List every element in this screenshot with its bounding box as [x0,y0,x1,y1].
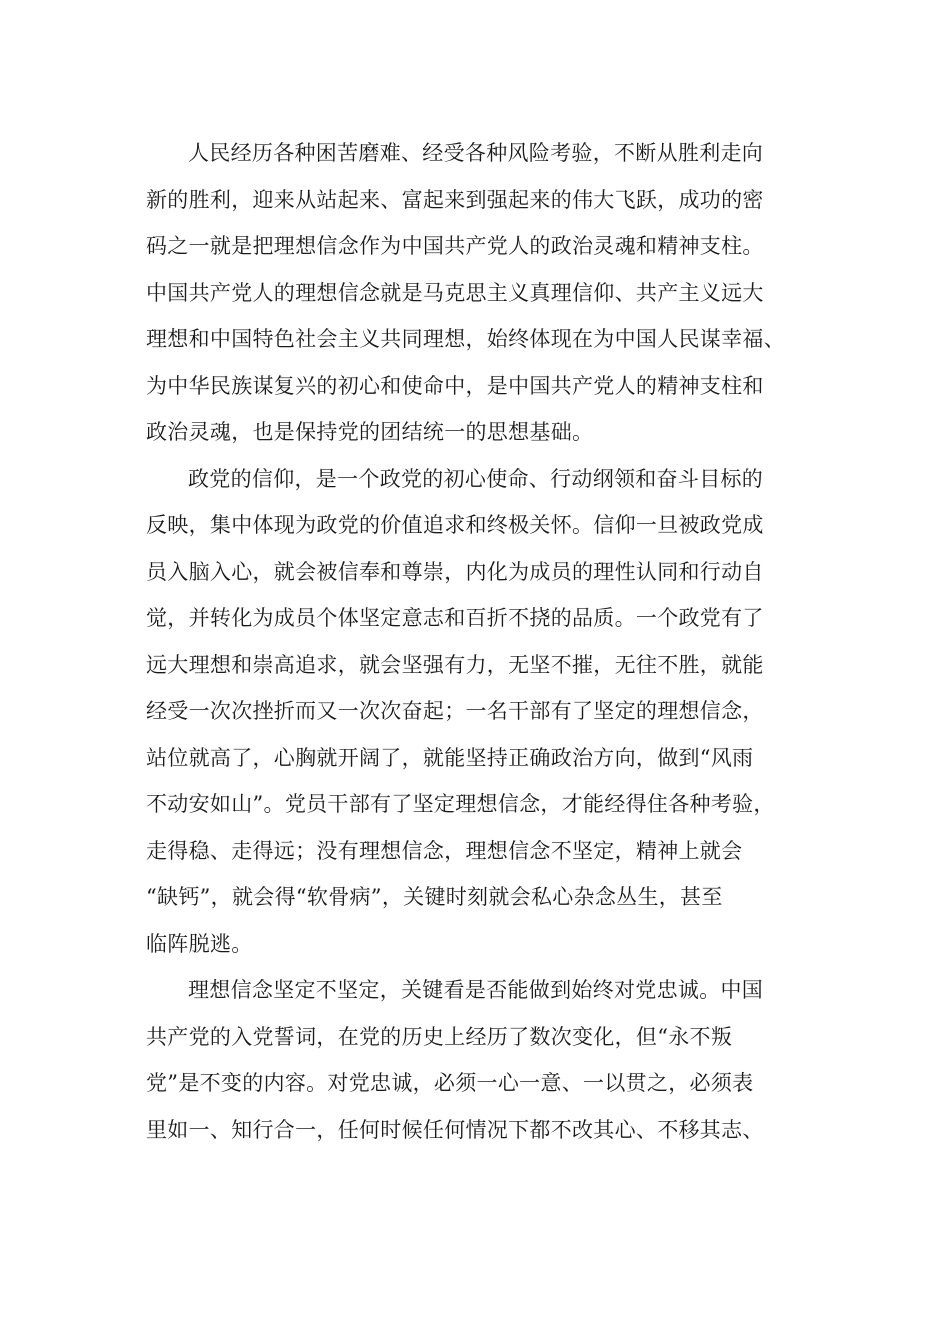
text-line: 理想和中国特色社会主义共同理想，始终体现在为中国人民谋幸福、 [146,327,785,351]
text-line: 为中华民族谋复兴的初心和使命中，是中国共产党人的精神支柱和 [146,373,764,398]
text-line: 政党的信仰，是一个政党的初心使命、行动纲领和奋斗目标的 [188,466,764,491]
text-line: 政治灵魂，也是保持党的团结统一的思想基础。 [146,420,594,444]
text-line: 共产党的入党誓词，在党的历史上经历了数次变化，但“永不叛 [146,1024,733,1049]
text-line: 不动安如山”。党员干部有了坚定理想信念，才能经得住各种考验， [146,792,775,816]
text-line: 理想信念坚定不坚定，关键看是否能做到始终对党忠诚。中国 [188,978,764,1002]
paragraph-3 [146,967,810,1153]
text-line: 走得稳、走得远；没有理想信念，理想信念不坚定，精神上就会 [146,838,743,863]
text-line: 码之一就是把理想信念作为中国共产党人的政治灵魂和精神支柱。 [146,234,764,258]
text-line: 党”是不变的内容。对党忠诚，必须一心一意、一以贯之，必须表 [146,1071,754,1095]
text-line: 中国共产党人的理想信念就是马克思主义真理信仰、共产主义远大 [146,280,764,305]
text-line: 临阵脱逃。 [146,931,253,956]
text-line: 新的胜利，迎来从站起来、富起来到强起来的伟大飞跃，成功的密 [146,187,764,212]
text-line: 觉，并转化为成员个体坚定意志和百折不挠的品质。一个政党有了 [146,606,764,630]
text-line: “缺钙”，就会得“软骨病”，关键时刻就会私心杂念丛生，甚至 [146,885,723,909]
text-line: 反映，集中体现为政党的价值追求和终极关怀。信仰一旦被政党成 [146,513,764,537]
text-line: 站位就高了，心胸就开阔了，就能坚持正确政治方向，做到“风雨 [146,745,754,770]
text-line: 远大理想和崇高追求，就会坚强有力，无坚不摧，无往不胜，就能 [146,652,764,677]
text-line: 经受一次次挫折而又一次次奋起；一名干部有了坚定的理想信念， [146,699,764,723]
text-line: 员入脑入心，就会被信奉和尊崇，内化为成员的理性认同和行动自 [146,559,764,584]
text-line: 里如一、知行合一，任何时候任何情况下都不改其心、不移其志、 [146,1117,764,1142]
document-body [146,130,810,1153]
paragraph-1 [146,130,810,456]
paragraph-2 [146,456,810,968]
text-line: 人民经历各种困苦磨难、经受各种风险考验，不断从胜利走向 [188,141,764,165]
